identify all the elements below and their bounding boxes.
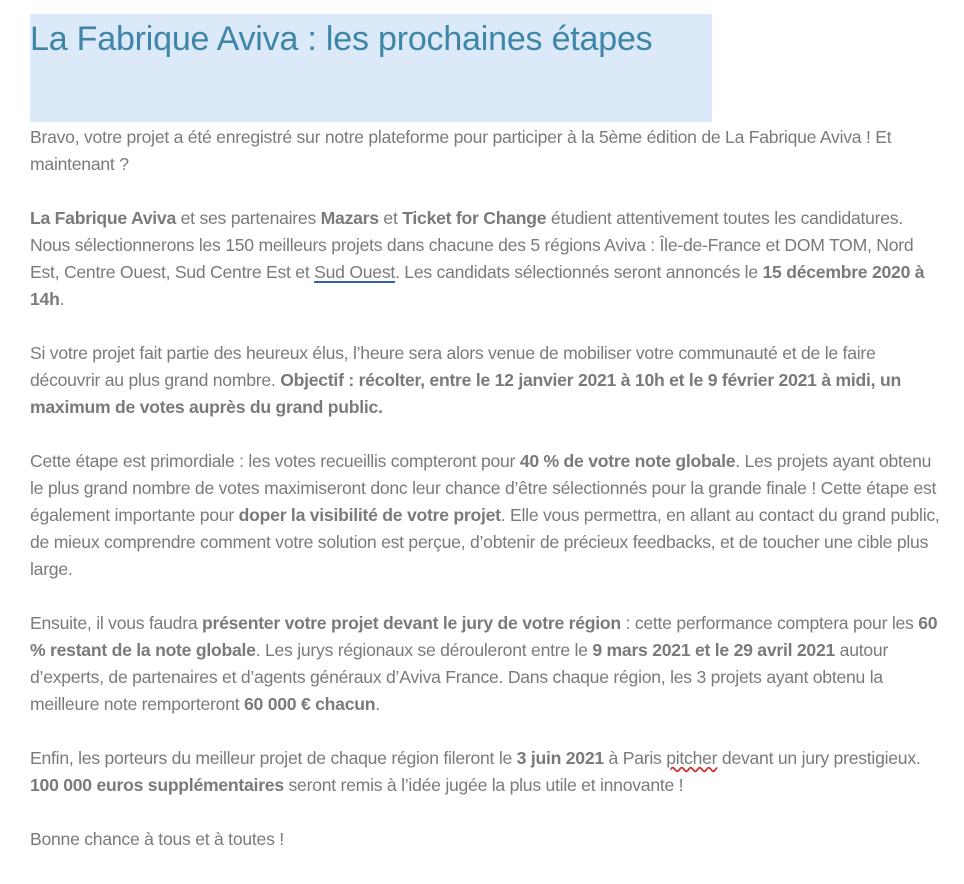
text: . Les projets ayant obtenu le plus grand nombre de votes maximiseront donc leur chance d’être sélectionnés pour la grande finale ! Cette étape est également importante pour xyxy=(30,451,937,525)
text: . Elle vous permettra, en allant au contact du grand public, de mieux comprendre comment votre solution est perçue, d’obtenir de précieux feedbacks, et de toucher une cible plus large. xyxy=(30,505,940,579)
text: Enfin, les porteurs du meilleur projet de chaque région fileront le xyxy=(30,748,517,768)
text: Bravo, votre projet a été enregistré sur notre plateforme pour participer à la 5ème édition de La Fabrique Aviva ! Et maintenant ? xyxy=(30,127,892,174)
bold-text: 40 % de votre note globale xyxy=(519,451,736,471)
underlined-region-text: Sud Ouest xyxy=(314,262,396,282)
bold-text: Ticket for Change xyxy=(402,208,547,228)
text: et ses partenaires xyxy=(176,208,321,228)
bold-text: 9 mars 2021 et le 29 avril 2021 xyxy=(592,640,836,660)
bold-text: 3 juin 2021 xyxy=(516,748,604,768)
text: . Les jurys régionaux se dérouleront entre le xyxy=(255,640,593,660)
bold-text: doper la visibilité de votre projet xyxy=(238,505,501,525)
text: . xyxy=(375,694,380,714)
bold-text: 60 000 € chacun xyxy=(244,694,376,714)
paragraph-jury xyxy=(30,610,940,718)
text: seront remis à l’idée jugée la plus utile et innovante ! xyxy=(283,775,684,795)
bold-text: 60 % restant de la note globale xyxy=(30,613,938,660)
bold-text: 100 000 euros supplémentaires xyxy=(30,775,284,795)
bold-text: Objectif : récolter, entre le 12 janvier 2021 à 10h et le 9 février 2021 à midi, un maximum de votes auprès du grand public. xyxy=(30,370,901,417)
text: Cette étape est primordiale : les votes recueillis compteront pour xyxy=(30,451,520,471)
text: . xyxy=(59,289,65,309)
paragraph-intro xyxy=(30,124,940,178)
text: et xyxy=(378,208,403,228)
bold-text: présenter votre projet devant le jury de votre région xyxy=(202,613,621,633)
text: étudient attentivement toutes les candidatures. Nous sélectionnerons les 150 meilleurs projets dans chacune des 5 régions Aviva : Île-de-France et DOM TOM, Nord Est, Centre Ouest, Sud Centre Est et xyxy=(30,208,914,282)
text: à Paris xyxy=(603,748,667,768)
text: Ensuite, il vous faudra xyxy=(30,613,202,633)
text: Bonne chance à tous et à toutes ! xyxy=(30,829,284,849)
text: devant un jury prestigieux. xyxy=(717,748,921,768)
page-title: La Fabrique Aviva : les prochaines étapes xyxy=(30,20,653,58)
text: Si votre projet fait partie des heureux élus, l’heure sera alors venue de mobiliser votre communauté et de le faire découvrir au plus grand nombre. xyxy=(30,343,876,390)
text: autour d’experts, de partenaires et d’agents généraux d’Aviva France. Dans chaque région, les 3 projets ayant obtenu la meilleure note remporteront xyxy=(30,640,889,714)
paragraph-votes xyxy=(30,340,940,421)
paragraph-importance xyxy=(30,448,940,583)
bold-text: 15 décembre 2020 à 14h xyxy=(30,262,925,309)
text: . Les candidats sélectionnés seront annoncés le xyxy=(395,262,763,282)
bold-text: La Fabrique Aviva xyxy=(30,208,176,228)
text: : cette performance comptera pour les xyxy=(620,613,919,633)
paragraph-selection xyxy=(30,205,940,313)
document-body xyxy=(30,124,940,880)
spellcheck-flagged-word[interactable]: pitcher xyxy=(666,748,718,768)
bold-text: Mazars xyxy=(320,208,379,228)
paragraph-final xyxy=(30,745,940,799)
paragraph-closing xyxy=(30,826,940,853)
